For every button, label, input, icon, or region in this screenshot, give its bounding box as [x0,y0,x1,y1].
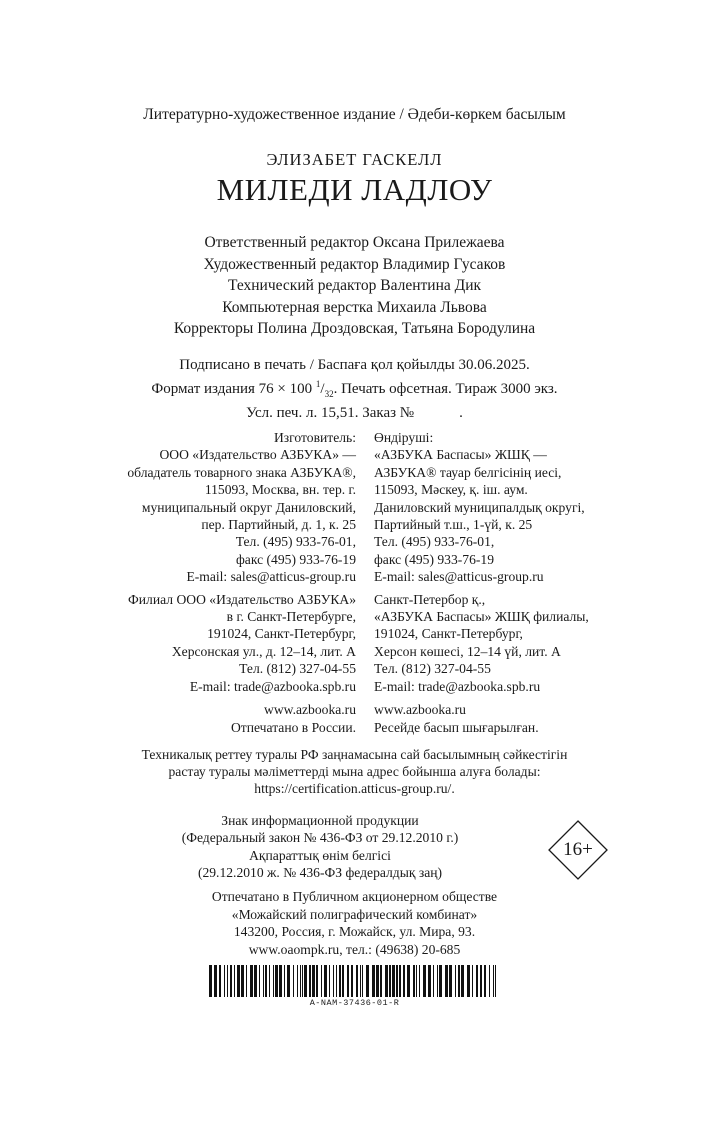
website-link: www.azbooka.ru [264,702,356,718]
barcode-bar [339,965,341,997]
barcode-bar [376,965,379,997]
barcode-bar [329,965,330,997]
barcode-bar [416,965,417,997]
author-name: ЭЛИЗАБЕТ ГАСКЕЛЛ [266,150,443,169]
barcode-bar [284,965,285,997]
age-rating: 16+ [563,839,593,860]
barcode-bar [316,965,318,997]
barcode-bar [302,965,303,997]
label-line: (Федеральный закон № 436-ФЗ от 29.12.2010 г.) [181,830,459,846]
barcode-bar [263,965,264,997]
barcode-bar [493,965,494,997]
address-line: АЗБУКА® тауар белгісінің иесі, [374,464,562,480]
fax-line: факс (495) 933-76-19 [374,551,495,567]
barcode-bar [445,965,448,997]
address-line: 115093, Мәскеу, қ. іш. аум. [374,482,528,498]
address-line: 191024, Санкт-Петербург, [207,626,356,642]
barcode-bar [300,965,301,997]
address-line: Изготовитель: [273,430,356,445]
barcode-bar [399,965,401,997]
barcode-bar [237,965,240,997]
barcode-bars [209,965,499,997]
manufacturer-block [0,429,709,586]
branch-ru [0,591,364,695]
barcode-bar [269,965,270,997]
barcode-bar [342,965,344,997]
address-line: муниципальный округ Даниловский, [141,499,356,515]
barcode-bar [312,965,315,997]
cert-line: Техникалық реттеу туралы РФ заңнамасына сай басылымның сәйкестігін [141,747,568,762]
address-line: 191024, Санкт-Петербург, [374,626,523,642]
fax-line: факс (495) 933-76-19 [235,551,356,567]
barcode-bar [246,965,247,997]
label-line: Знак информационной продукции [221,813,419,828]
address-line: Даниловский муниципалдық округі, [374,499,585,515]
barcode-bar [336,965,337,997]
phone-line: Тел. (812) 327-04-55 [239,661,356,677]
address-line: 115093, Москва, вн. тер. г. [204,482,356,498]
barcode-bar [360,965,361,997]
barcode-bar [455,965,456,997]
signed-to-print: Подписано в печать / Баспаға қол қойылды 30.06.2025. [179,357,530,373]
email-line: E-mail: trade@azbooka.spb.ru [189,678,356,694]
sheets-order: Усл. печ. л. 15,51. Заказ № . [246,405,463,421]
barcode-bar [324,965,327,997]
branch-kz [364,591,709,695]
branch-block [0,591,709,695]
website-block [0,701,709,736]
website-kz [364,701,709,736]
barcode-bar [351,965,353,997]
barcode-bar [413,965,415,997]
barcode-bar [407,965,410,997]
barcode-bar [458,965,460,997]
barcode-bar [467,965,470,997]
publisher-columns [0,429,709,741]
address-line: Филиал ООО «Издательство АЗБУКА» [128,591,356,607]
barcode-bar [224,965,225,997]
printer-line: «Можайский полиграфический комбинат» [231,906,478,922]
barcode-bar [279,965,282,997]
phone-line: Тел. (495) 933-76-01, [235,534,356,550]
address-line: Партийный т.ш., 1-үй, к. 25 [374,517,533,533]
printer-line: Отпечатано в Публичном акционерном обществе [211,889,498,904]
address-line: в г. Санкт-Петербурге, [226,609,356,625]
certification-note [0,746,709,798]
barcode-bar [423,965,426,997]
credit-line: Технический редактор Валентина Дик [227,277,482,295]
email-line: E-mail: sales@atticus-group.ru [374,569,544,585]
barcode-bar [489,965,490,997]
barcode-bar [461,965,464,997]
barcode-bar [389,965,391,997]
address-line: Херсон көшесі, 12–14 үй, лит. А [374,643,561,659]
printed-in: Отпечатано в России. [230,719,356,735]
email-line: E-mail: trade@azbooka.spb.ru [374,678,541,694]
cert-line: растау туралы мәліметтерді мына адрес бойынша алуға болады: [168,764,541,780]
barcode-bar [321,965,322,997]
address-line: «АЗБУКА Баспасы» ЖШҚ — [374,447,547,463]
barcode-bar [254,965,257,997]
cert-url: https://certification.atticus-group.ru/. [254,781,455,797]
barcode-bar [273,965,274,997]
barcode-code: A-NAM-37436-01-R [309,998,400,1008]
barcode-bar [230,965,232,997]
address-line: Херсонская ул., д. 12–14, лит. А [171,643,356,659]
barcode-bar [396,965,398,997]
age-rating-badge [548,820,608,880]
barcode-bar [428,965,431,997]
address-line: ООО «Издательство АЗБУКА» — [159,447,356,463]
barcode-bar [309,965,311,997]
print-info [0,356,709,423]
barcode-bar [449,965,452,997]
address-line: обладатель товарного знака АЗБУКА®, [127,464,356,480]
barcode-bar [275,965,278,997]
format-denominator: 32 [324,389,334,399]
printed-in: Ресейде басып шығарылған. [374,719,539,735]
barcode-bar [392,965,395,997]
barcode-bar [385,965,388,997]
barcode-bar [209,965,212,997]
barcode-bar [437,965,438,997]
barcode-bar [366,965,369,997]
barcode-bar [297,965,298,997]
barcode-bar [372,965,375,997]
label-line: (29.12.2010 ж. № 436-ФЗ федералдық заң) [197,865,443,881]
barcode-bar [241,965,244,997]
info-product-label [0,812,709,882]
format-suffix: . Печать офсетная. Тираж 3000 экз. [333,381,558,397]
label-line: Ақпараттық өнім белгісі [249,847,391,863]
manufacturer-kz [364,429,709,586]
printer-line: www.oaompk.ru, тел.: (49638) 20-685 [248,941,461,957]
phone-line: Тел. (812) 327-04-55 [374,661,491,677]
printer-line: 143200, Россия, г. Можайск, ул. Мира, 93. [233,924,476,940]
email-line: E-mail: sales@atticus-group.ru [186,569,356,585]
book-title: МИЛЕДИ ЛАДЛОУ [216,172,493,207]
edition-type: Литературно-художественное издание / Әдеби-көркем басылым [143,106,566,123]
website-ru [0,701,364,736]
credits-list [0,232,709,340]
barcode-bar [265,965,267,997]
barcode-bar [362,965,363,997]
barcode-bar [356,965,358,997]
barcode-bar [476,965,478,997]
barcode-bar [439,965,442,997]
barcode-bar [304,965,307,997]
credit-line: Художественный редактор Владимир Гусаков [203,255,506,273]
barcode-bar [419,965,420,997]
barcode-bar [472,965,473,997]
credit-line: Ответственный редактор Оксана Прилежаева [204,234,505,251]
barcode-bar [380,965,382,997]
barcode-bar [347,965,349,997]
barcode-bar [293,965,294,997]
barcode-bar [227,965,228,997]
barcode-bar [287,965,290,997]
barcode-bar [484,965,486,997]
phone-line: Тел. (495) 933-76-01, [374,534,495,550]
barcode-bar [403,965,405,997]
address-line: Өндіруші: [374,430,434,445]
barcode-bar [480,965,482,997]
barcode-bar [259,965,260,997]
format-numerator: 1 [315,379,321,389]
barcode-bar [333,965,334,997]
manufacturer-ru [0,429,364,586]
website-link: www.azbooka.ru [374,702,466,718]
format-prefix: Формат издания 76 × 100 [151,381,316,397]
address-line: «АЗБУКА Баспасы» ЖШҚ филиалы, [374,609,589,625]
address-line: Санкт-Петербор қ., [374,591,486,607]
address-line: пер. Партийный, д. 1, к. 25 [201,517,356,533]
barcode-bar [250,965,253,997]
barcode-bar [433,965,434,997]
barcode-bar [495,965,496,997]
barcode-bar [219,965,221,997]
barcode-bar [214,965,217,997]
credit-line: Компьютерная верстка Михаила Львова [222,298,487,316]
info-label-text [0,812,640,882]
format-line: Формат издания 76 × 100 $^1/_{32}$. Печать офсетная. Тираж 3000 экз. [151,379,558,399]
credit-line: Корректоры Полина Дроздовская, Татьяна Бородулина [173,320,536,338]
barcode-bar [234,965,235,997]
printer-info [0,888,709,958]
